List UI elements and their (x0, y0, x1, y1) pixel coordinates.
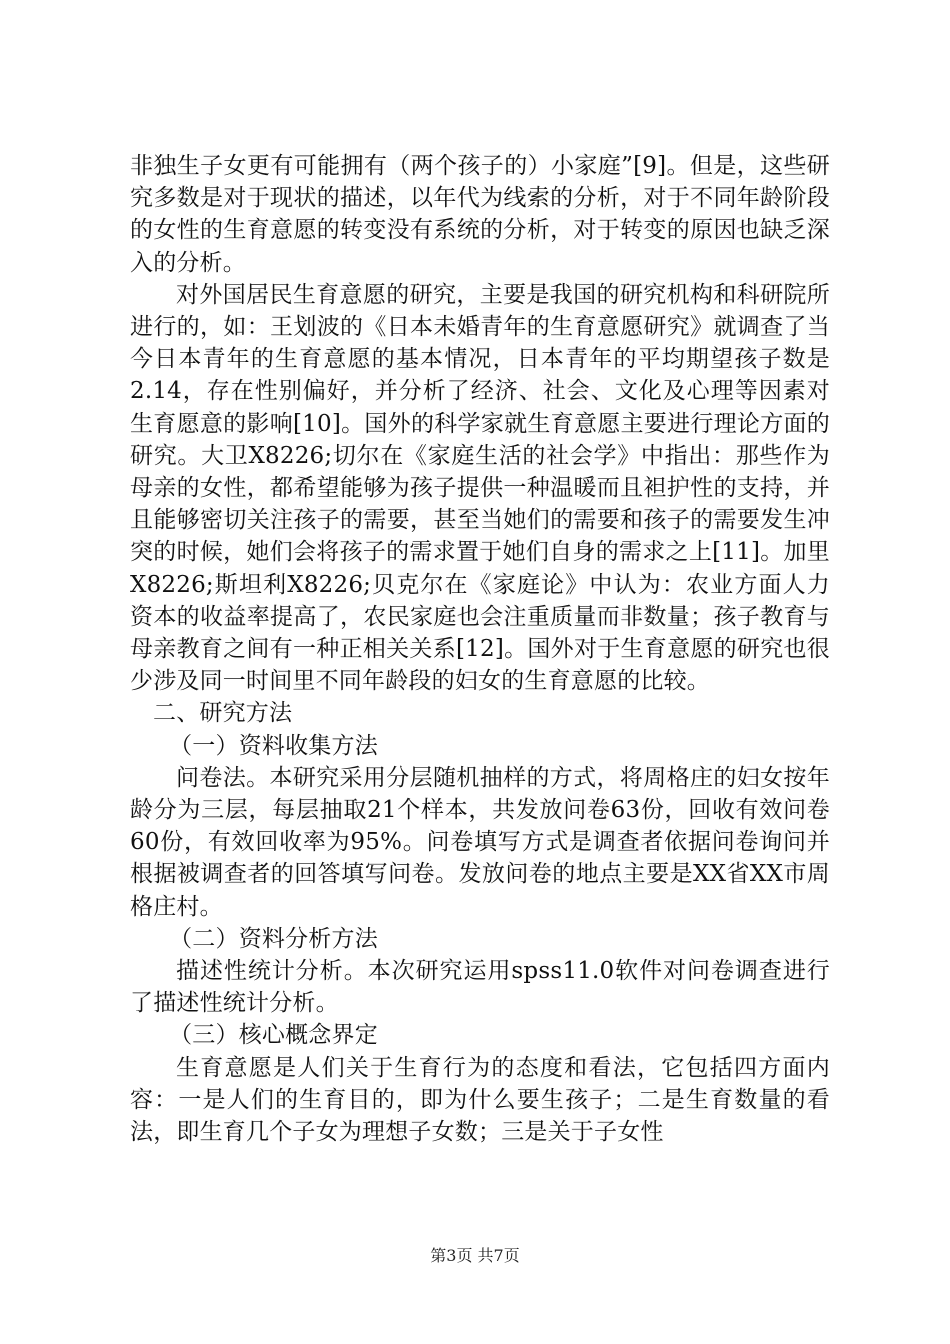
paragraph-continuation: 非独生子女更有可能拥有（两个孩子的）小家庭”[9]。但是，这些研究多数是对于现状的描述，以年代为线索的分析，对于不同年龄阶段的女性的生育意愿的转变没有系统的分析，对于转变的原因也缺乏深入的分析。 (130, 153, 830, 276)
section-heading-research-methods: 二、研究方法 (153, 700, 293, 727)
paragraph-foreign-research: 对外国居民生育意愿的研究，主要是我国的研究机构和科研院所进行的，如：王划波的《日本未婚青年的生育意愿研究》就调查了当今日本青年的生育意愿的基本情况，日本青年的平均期望孩子数是2.14，存在性别偏好，并分析了经济、社会、文化及心理等因素对生育愿意的影响[10]。国外的科学家就生育意愿主要进行理论方面的研究。大卫X8226;切尔在《家庭生活的社会学》中指出：那些作为母亲的女性，都希望能够为孩子提供一种温暖而且袒护性的支持，并且能够密切关注孩子的需要，甚至当她们的需要和孩子的需要发生冲突的时候，她们会将孩子的需求置于她们自身的需求之上[11]。加里X8226;斯坦利X8226;贝克尔在《家庭论》中认为：农业方面人力资本的收益率提高了，农民家庭也会注重质量而非数量；孩子教育与母亲教育之间有一种正相关关系[12]。国外对于生育意愿的研究也很少涉及同一时间里不同年龄段的妇女的生育意愿的比较。 (130, 281, 830, 695)
paragraph-questionnaire: 问卷法。本研究采用分层随机抽样的方式，将周格庄的妇女按年龄分为三层，每层抽取21个样本，共发放问卷63份，回收有效问卷60份，有效回收率为95%。问卷填写方式是调查者依据问卷询问并根据被调查者的回答填写问卷。发放问卷的地点主要是XX省XX市周格庄村。 (130, 764, 830, 920)
subsection-heading-data-collection: （一）资料收集方法 (169, 732, 378, 759)
subsection-heading-data-analysis: （二）资料分析方法 (169, 925, 378, 952)
document-body (130, 150, 830, 1148)
paragraph-fertility-intention: 生育意愿是人们关于生育行为的态度和看法，它包括四方面内容：一是人们的生育目的，即为什么要生孩子；二是生育数量的看法，即生育几个子女为理想子女数；三是关于子女性 (130, 1054, 830, 1146)
subsection-heading-core-concepts: （三）核心概念界定 (169, 1022, 378, 1049)
paragraph-descriptive-statistics: 描述性统计分析。本次研究运用spss11.0软件对问卷调查进行了描述性统计分析。 (130, 958, 830, 1017)
page-footer: 第3页 共7页 (430, 1246, 520, 1265)
